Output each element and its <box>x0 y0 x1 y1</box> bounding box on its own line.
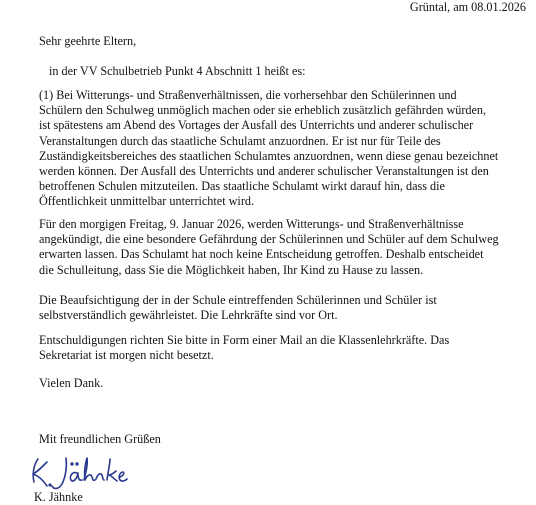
intro-line: in der VV Schulbetrieb Punkt 4 Abschnitt 1 heißt es: <box>49 64 306 78</box>
text-line: angekündigt, die eine besondere Gefährdung der Schülerinnen und Schüler auf dem Schulweg <box>39 232 499 247</box>
text-line: Entschuldigungen richten Sie bitte in Form einer Mail an die Klassenlehrkräfte. Das <box>39 333 450 347</box>
supervision-paragraph <box>39 293 531 323</box>
excuse-paragraph <box>39 333 531 363</box>
closing-thanks: Vielen Dank. <box>39 376 104 390</box>
text-line: Schülern den Schulweg unmöglich machen oder sie erheblich zusätzlich gefährden würden, <box>39 103 487 118</box>
text-line: erwarten lassen. Das Schulamt hat noch keine Entscheidung getroffen. Deshalb entscheidet <box>39 247 484 262</box>
date-line: Grüntal, am 08.01.2026 <box>409 0 526 14</box>
text-line: Die Beaufsichtigung der in der Schule eintreffenden Schülerinnen und Schüler ist <box>39 293 437 307</box>
text-line: Sekretariat ist morgen nicht besetzt. <box>39 348 214 363</box>
regulation-quote <box>39 88 531 210</box>
text-line: (1) Bei Witterungs- und Straßenverhältnissen, die vorhersehbar den Schülerinnen und <box>39 88 457 102</box>
greeting: Mit freundlichen Grüßen <box>39 432 161 446</box>
text-line: Veranstaltungen durch das staatliche Schulamt anzuordnen. Er ist nur für Teile des <box>39 133 441 148</box>
salutation: Sehr geehrte Eltern, <box>39 34 137 48</box>
text-line: selbstverständlich gewährleistet. Die Lehrkräfte sind vor Ort. <box>39 308 338 323</box>
handwritten-signature <box>25 452 135 494</box>
decision-paragraph <box>39 217 531 278</box>
signer-name: K. Jähnke <box>34 490 83 504</box>
text-line: werden können. Der Ausfall des Unterrichts und anderer schulischer Veranstaltungen ist den <box>39 163 489 178</box>
text-line: Zuständigkeitsbereiches des staatlichen Schulamtes anzuordnen, wenn diese genau bezeichnet <box>39 148 499 163</box>
text-line: Für den morgigen Freitag, 9. Januar 2026, werden Witterungs- und Straßenverhältnisse <box>39 217 464 231</box>
text-line: Öffentlichkeit unmittelbar unterrichtet wird. <box>39 194 255 209</box>
text-line: betroffenen Schulen mitzuteilen. Das staatliche Schulamt wirkt darauf hin, dass die <box>39 179 445 194</box>
text-line: die Schulleitung, dass Sie die Möglichkeit haben, Ihr Kind zu Hause zu lassen. <box>39 262 424 277</box>
text-line: ist spätestens am Abend des Vortages der Ausfall des Unterrichts und anderer schulischer <box>39 118 474 133</box>
